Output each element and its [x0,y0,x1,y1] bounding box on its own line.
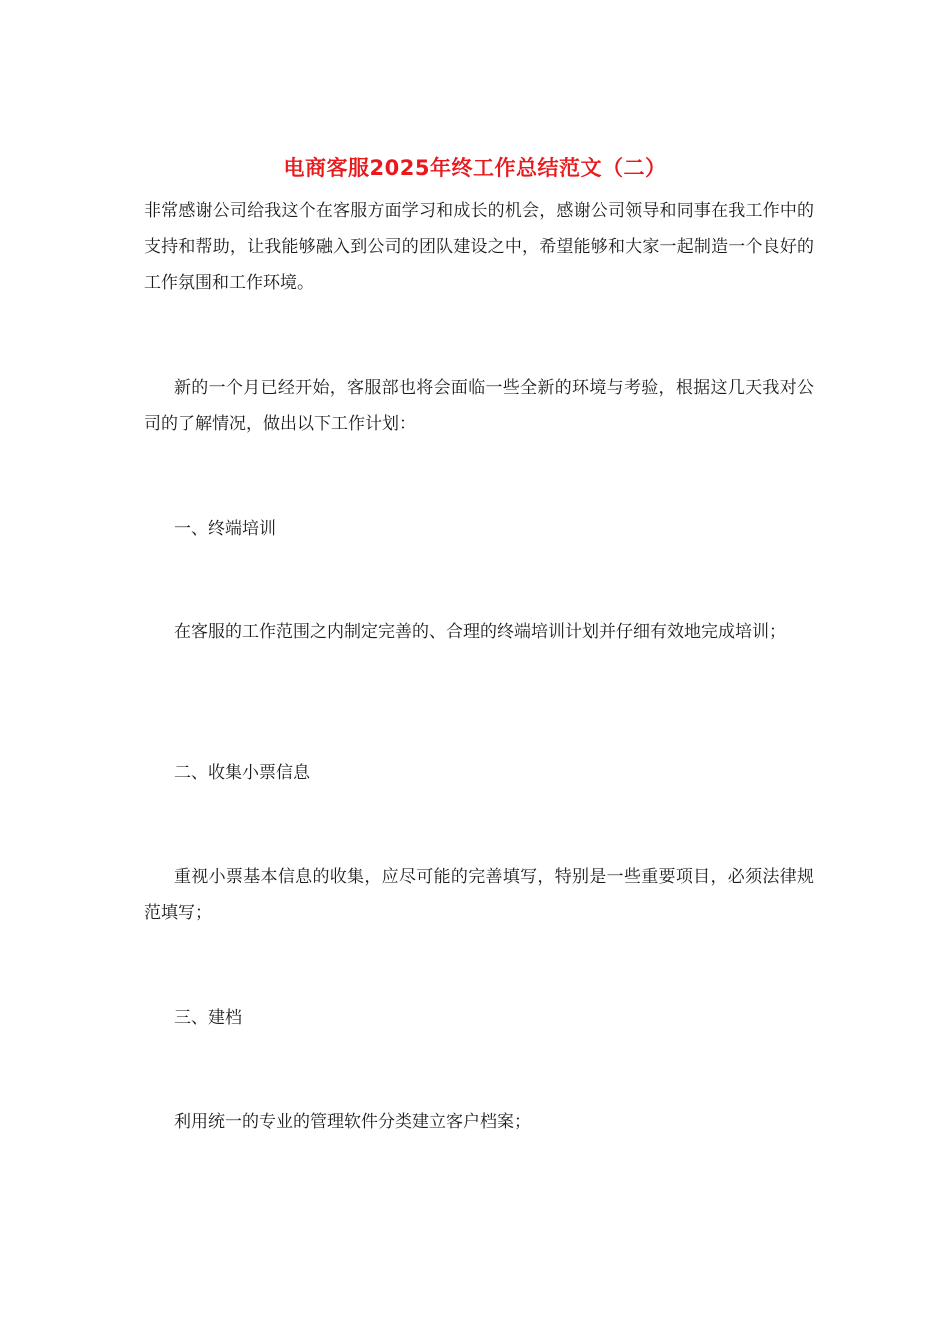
section-body-archiving: 利用统一的专业的管理软件分类建立客户档案； [174,1112,531,1132]
plan-intro-paragraph: 新的一个月已经开始，客服部也将会面临一些全新的环境与考验，根据这几天我对公司的了解情况，做出以下工作计划： [144,378,814,434]
intro-paragraph: 非常感谢公司给我这个在客服方面学习和成长的机会，感谢公司领导和同事在我工作中的支持和帮助，让我能够融入到公司的团队建设之中，希望能够和大家一起制造一个良好的工作氛围和工作环境。 [144,201,814,293]
section-body-training: 在客服的工作范围之内制定完善的、合理的终端培训计划并仔细有效地完成培训； [174,622,786,642]
section-body-receipts: 重视小票基本信息的收集，应尽可能的完善填写，特别是一些重要项目，必须法律规范填写； [144,867,814,923]
section-heading-training: 一、终端培训 [174,519,276,539]
section-heading-archiving: 三、建档 [174,1008,242,1028]
section-heading-receipts: 二、收集小票信息 [174,763,310,783]
document-title: 电商客服2025年终工作总结范文（二） [283,156,667,180]
